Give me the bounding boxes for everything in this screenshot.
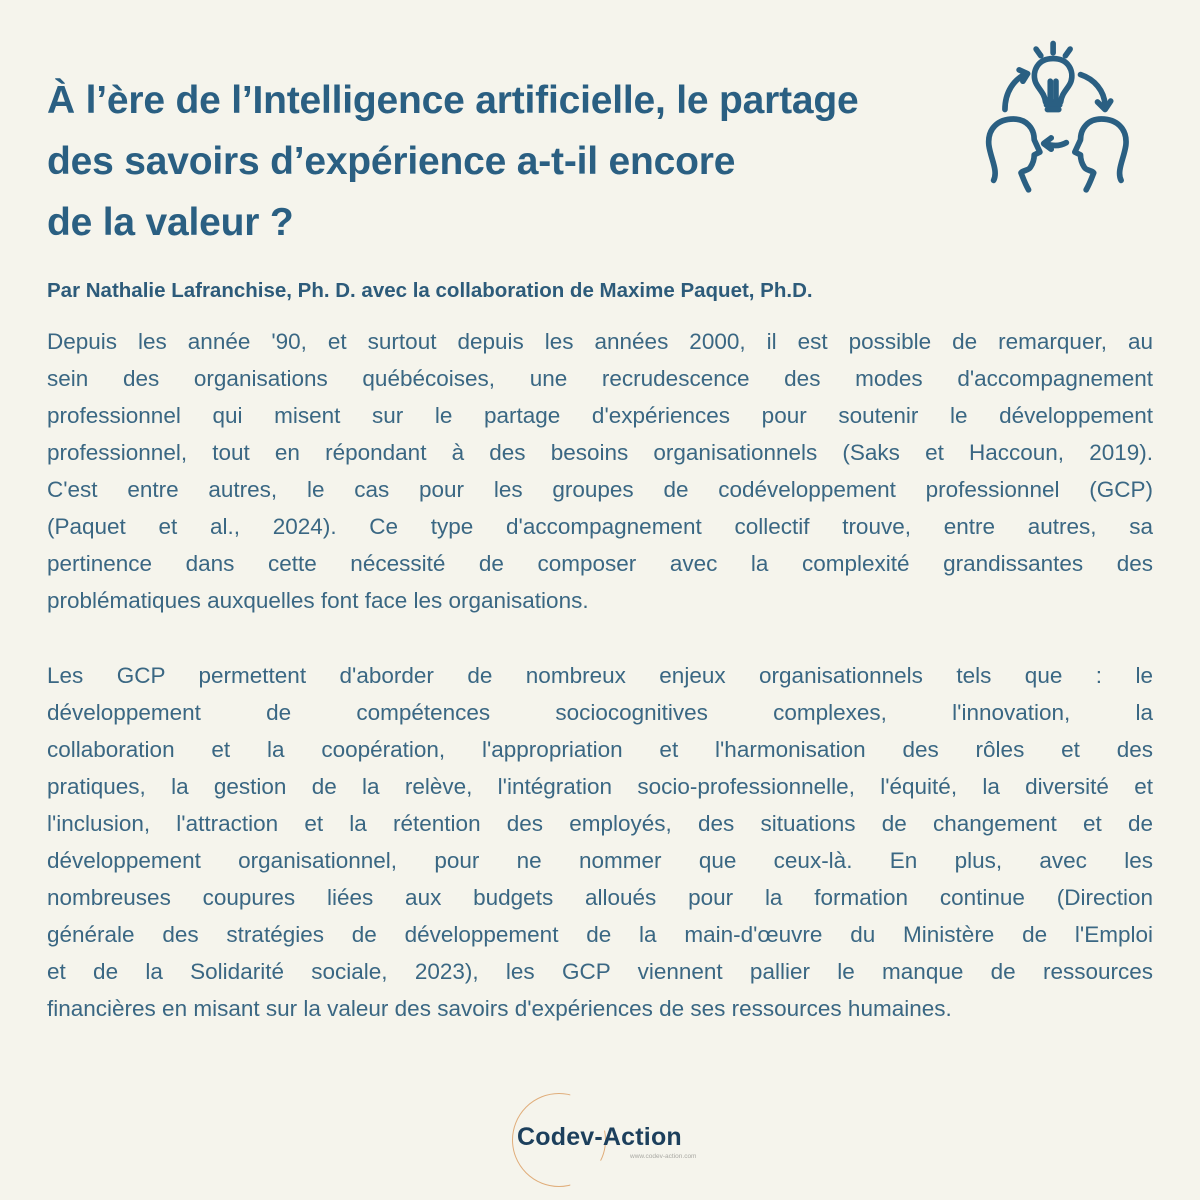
text-line: développement organisationnel, pour ne nommer que ceux-là. En plus, avec les <box>47 848 1153 873</box>
text-line: C'est entre autres, le cas pour les groupes de codéveloppement professionnel (GCP) <box>47 477 1153 502</box>
text-line: et de la Solidarité sociale, 2023), les GCP viennent pallier le manque de ressources <box>47 959 1153 984</box>
text-line: sein des organisations québécoises, une recrudescence des modes d'accompagnement <box>47 366 1153 391</box>
title-line: À l’ère de l’Intelligence artificielle, le partage <box>47 79 859 122</box>
article-title <box>47 70 967 253</box>
codev-action-logo <box>500 1083 710 1193</box>
text-line: problématiques auxquelles font face les organisations. <box>47 588 589 613</box>
text-line: (Paquet et al., 2024). Ce type d'accompagnement collectif trouve, entre autres, sa <box>47 514 1153 539</box>
logo-name: Codev-Action <box>517 1123 682 1151</box>
text-line: pertinence dans cette nécessité de composer avec la complexité grandissantes des <box>47 551 1153 576</box>
text-line: pratiques, la gestion de la relève, l'intégration socio-professionnelle, l'équité, la diversité et <box>47 774 1153 799</box>
text-line: Les GCP permettent d'aborder de nombreux enjeux organisationnels tels que : le <box>47 663 1153 688</box>
text-line: professionnel, tout en répondant à des besoins organisationnels (Saks et Haccoun, 2019). <box>47 440 1153 465</box>
text-line: développement de compétences sociocognitives complexes, l'innovation, la <box>47 700 1153 725</box>
logo-url: www.codev-action.com <box>630 1153 697 1160</box>
title-line: des savoirs d’expérience a-t-il encore <box>47 140 736 183</box>
paragraph-1 <box>47 323 1153 619</box>
text-line: collaboration et la coopération, l'appropriation et l'harmonisation des rôles et des <box>47 737 1153 762</box>
text-line: l'inclusion, l'attraction et la rétention des employés, des situations de changement et de <box>47 811 1153 836</box>
text-line: Depuis les année '90, et surtout depuis les années 2000, il est possible de remarquer, au <box>47 329 1153 354</box>
text-line: financières en misant sur la valeur des savoirs d'expériences de ses ressources humaines. <box>47 996 952 1021</box>
text-line: professionnel qui misent sur le partage d'expériences pour soutenir le développement <box>47 403 1153 428</box>
byline: Par Nathalie Lafranchise, Ph. D. avec la collaboration de Maxime Paquet, Ph.D. <box>47 279 813 302</box>
paragraph-2 <box>47 657 1153 1027</box>
title-line: de la valeur ? <box>47 201 294 244</box>
text-line: générale des stratégies de développement de la main-d'œuvre du Ministère de l'Emploi <box>47 922 1153 947</box>
text-line: nombreuses coupures liées aux budgets alloués pour la formation continue (Direction <box>47 885 1153 910</box>
knowledge-sharing-icon <box>970 34 1140 204</box>
